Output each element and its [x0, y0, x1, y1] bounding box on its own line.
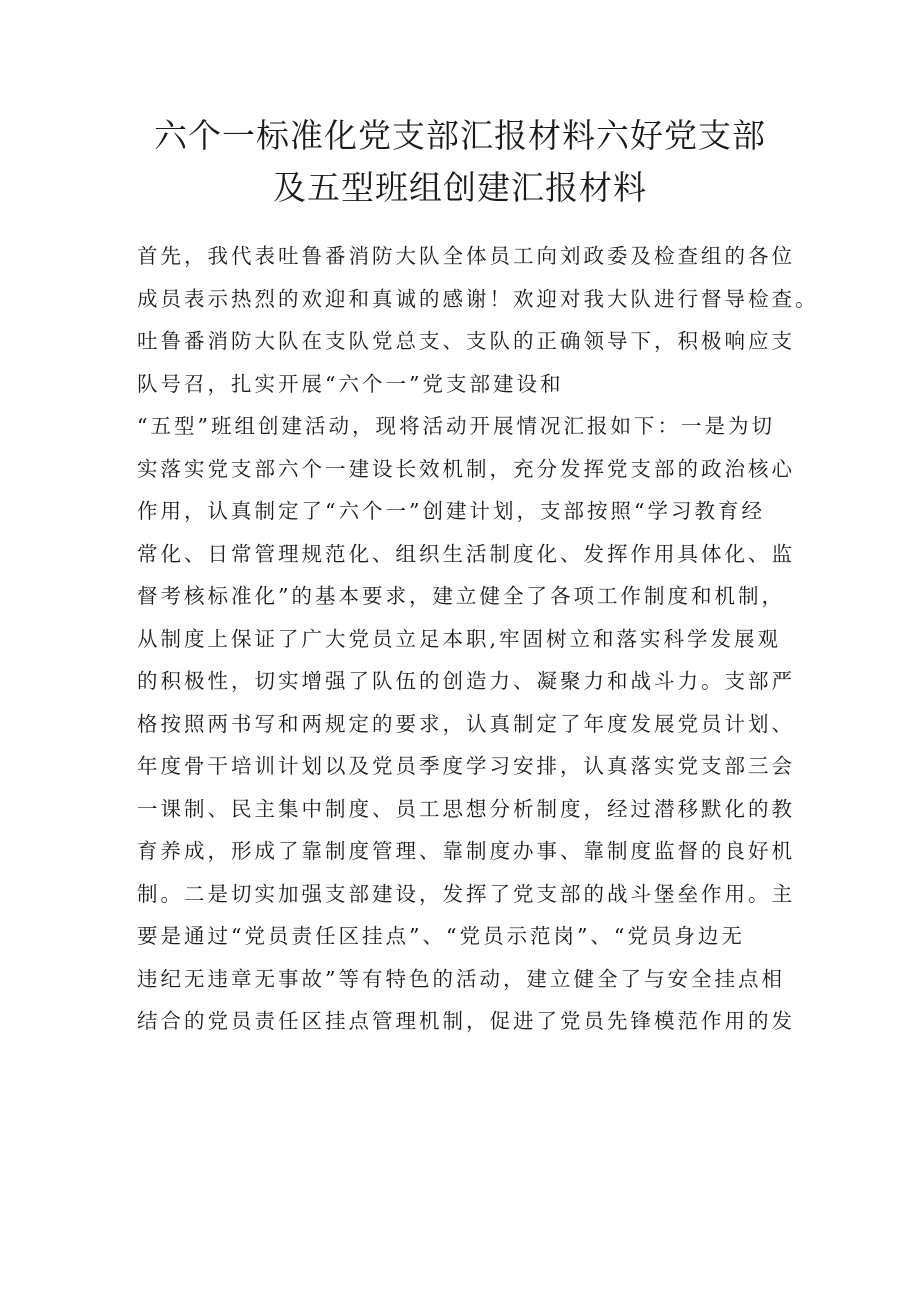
- body-line: 制。二是切实加强支部建设，发挥了党支部的战斗堡垒作用。主: [137, 881, 795, 906]
- body-line: 成员表示热烈的欢迎和真诚的感谢！欢迎对我大队进行督导检查。: [137, 286, 819, 311]
- body-line: 作用，认真制定了“六个一”创建计划，支部按照“学习教育经: [137, 499, 765, 523]
- document-body: [137, 235, 819, 1043]
- body-line: 吐鲁番消防大队在支队党总支、支队的正确领导下，积极响应支: [137, 329, 795, 353]
- body-line: 一课制、民主集中制度、员工思想分析制度，经过潜移默化的教: [137, 796, 795, 821]
- body-line: “五型”班组创建活动，现将活动开展情况汇报如下：一是为切: [137, 414, 775, 438]
- title-line-2: 及五型班组创建汇报材料: [273, 168, 647, 207]
- body-line: 的积极性，切实增强了队伍的创造力、凝聚力和战斗力。支部严: [137, 669, 795, 693]
- body-line: 实落实党支部六个一建设长效机制，充分发挥党支部的政治核心: [137, 456, 795, 481]
- body-line: 育养成，形成了靠制度管理、靠制度办事、靠制度监督的良好机: [137, 839, 795, 863]
- document-title: [0, 110, 920, 214]
- body-line: 结合的党员责任区挂点管理机制，促进了党员先锋模范作用的发: [137, 1009, 795, 1033]
- body-line: 首先，我代表吐鲁番消防大队全体员工向刘政委及检查组的各位: [137, 244, 795, 268]
- body-line: 要是通过“党员责任区挂点”、“党员示范岗”、“党员身边无: [137, 924, 745, 948]
- body-line: 年度骨干培训计划以及党员季度学习安排，认真落实党支部三会: [137, 754, 795, 778]
- body-line: 格按照两书写和两规定的要求，认真制定了年度发展党员计划、: [137, 711, 795, 736]
- body-line: 从制度上保证了广大党员立足本职,牢固树立和落实科学发展观: [137, 626, 782, 651]
- title-line-1: 六个一标准化党支部汇报材料六好党支部: [154, 116, 766, 155]
- body-line: 督考核标准化”的基本要求，建立健全了各项工作制度和机制，: [137, 584, 785, 608]
- body-line: 常化、日常管理规范化、组织生活制度化、发挥作用具体化、监: [137, 541, 795, 566]
- body-line: 违纪无违章无事故”等有特色的活动，建立健全了与安全挂点相: [137, 966, 785, 991]
- body-line: 队号召，扎实开展“六个一”党支部建设和: [137, 371, 564, 396]
